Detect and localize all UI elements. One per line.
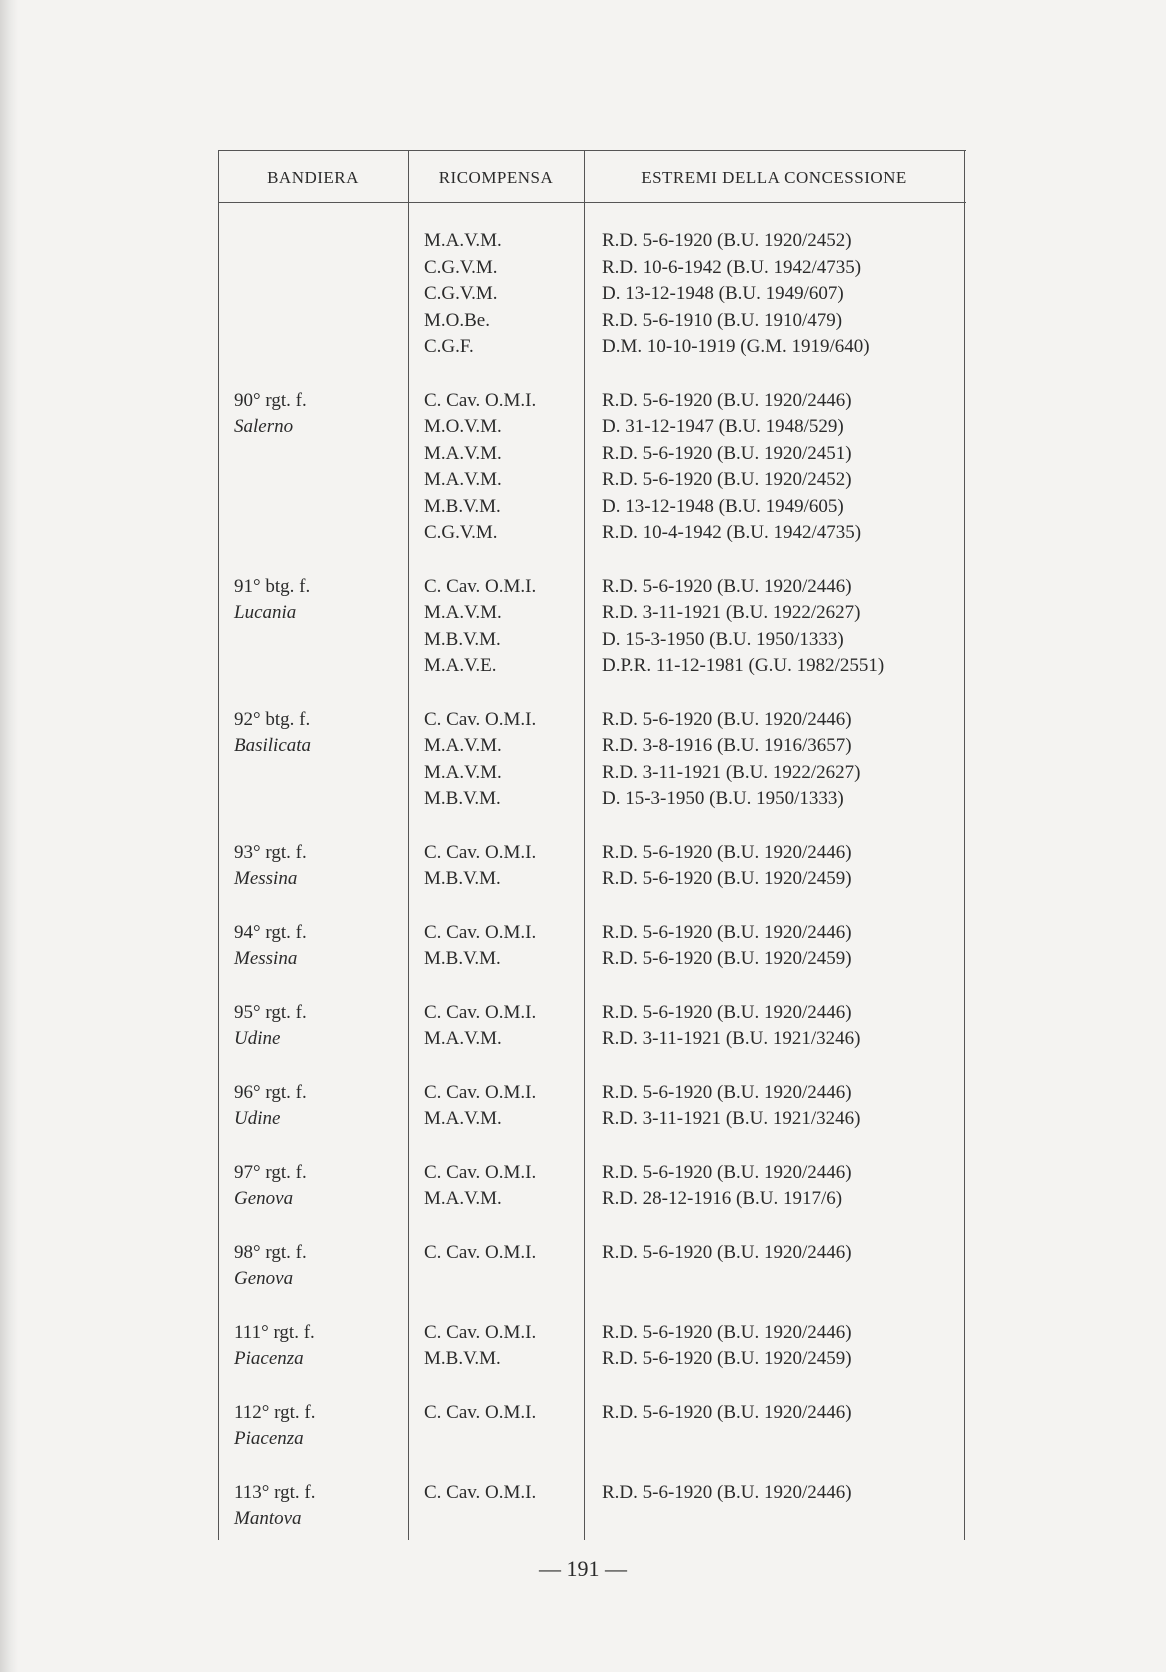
bandiera-cell: 111° rgt. f. (234, 1321, 315, 1343)
table-row (218, 866, 966, 893)
ricompensa-cell: C.G.V.M. (424, 283, 498, 304)
table-row (218, 1026, 966, 1053)
table-group (218, 1080, 966, 1133)
estremi-cell: R.D. 10-6-1942 (B.U. 1942/4735) (602, 256, 862, 278)
table-group (218, 1480, 966, 1533)
ricompensa-cell: M.A.V.M. (424, 1188, 502, 1209)
bandiera-unit-cell: Genova (234, 1188, 294, 1209)
header-bottom-rule (218, 202, 966, 203)
estremi-cell: R.D. 5-6-1920 (B.U. 1920/2459) (602, 948, 852, 969)
ricompensa-cell: C. Cav. O.M.I. (424, 708, 537, 730)
ricompensa-cell: M.A.V.M. (424, 1108, 502, 1129)
table-row (218, 653, 966, 680)
page-binding-edge (0, 0, 18, 1672)
ricompensa-cell: C. Cav. O.M.I. (424, 1321, 537, 1343)
table-row (218, 1106, 966, 1133)
estremi-cell: R.D. 5-6-1920 (B.U. 1920/2452) (602, 230, 852, 251)
estremi-cell: R.D. 3-11-1921 (B.U. 1922/2627) (602, 602, 861, 623)
ricompensa-cell: M.A.V.M. (424, 602, 502, 623)
bandiera-unit-cell: Piacenza (234, 1348, 304, 1369)
table-row (218, 414, 966, 441)
table-group (218, 228, 966, 361)
estremi-cell: R.D. 5-6-1920 (B.U. 1920/2446) (602, 1081, 852, 1103)
table-group (218, 388, 966, 547)
estremi-cell: R.D. 5-6-1920 (B.U. 1920/2446) (602, 389, 852, 411)
table-row (218, 1480, 966, 1507)
table-row (218, 1400, 966, 1427)
estremi-cell: R.D. 3-11-1921 (B.U. 1921/3246) (602, 1108, 861, 1129)
bandiera-cell: 95° rgt. f. (234, 1001, 307, 1023)
table-row (218, 733, 966, 760)
table-row (218, 388, 966, 415)
estremi-cell: R.D. 3-11-1921 (B.U. 1922/2627) (602, 761, 861, 783)
table-row (218, 1506, 966, 1533)
estremi-cell: R.D. 3-8-1916 (B.U. 1916/3657) (602, 735, 852, 756)
estremi-cell: R.D. 5-6-1920 (B.U. 1920/2446) (602, 921, 852, 943)
bandiera-unit-cell: Messina (234, 868, 298, 889)
ricompensa-cell: C.G.F. (424, 336, 474, 357)
header-ricompensa: RICOMPENSA (438, 168, 554, 187)
bandiera-unit-cell: Messina (234, 948, 298, 969)
ricompensa-cell: M.B.V.M. (424, 868, 501, 889)
bandiera-cell: 113° rgt. f. (234, 1481, 316, 1503)
table-row (218, 281, 966, 308)
ricompensa-cell: C. Cav. O.M.I. (424, 1161, 537, 1183)
bandiera-cell: 94° rgt. f. (234, 921, 307, 943)
table-row (218, 520, 966, 547)
ricompensa-cell: M.A.V.M. (424, 469, 502, 490)
table-row (218, 1266, 966, 1293)
estremi-cell: R.D. 5-6-1920 (B.U. 1920/2459) (602, 868, 852, 889)
ricompensa-cell: M.A.V.E. (424, 655, 497, 676)
bandiera-unit-cell: Basilicata (234, 735, 312, 756)
ricompensa-cell: M.B.V.M. (424, 495, 501, 517)
table-group (218, 1400, 966, 1453)
bandiera-unit-cell: Piacenza (234, 1428, 304, 1449)
ricompensa-cell: C. Cav. O.M.I. (424, 389, 537, 411)
bandiera-unit-cell: Salerno (234, 416, 294, 437)
ricompensa-cell: C. Cav. O.M.I. (424, 1401, 537, 1423)
table-row (218, 920, 966, 947)
table-group (218, 840, 966, 893)
table-row (218, 1080, 966, 1107)
table-row (218, 946, 966, 973)
ricompensa-cell: M.B.V.M. (424, 788, 501, 809)
ricompensa-cell: C.G.V.M. (424, 522, 498, 543)
estremi-cell: D. 15-3-1950 (B.U. 1950/1333) (602, 788, 844, 809)
estremi-cell: D. 13-12-1948 (B.U. 1949/607) (602, 283, 844, 304)
bandiera-cell: 91° btg. f. (234, 575, 311, 597)
ricompensa-cell: C. Cav. O.M.I. (424, 1241, 537, 1263)
bandiera-cell: 97° rgt. f. (234, 1161, 307, 1183)
table-row (218, 1160, 966, 1187)
table-row (218, 760, 966, 787)
estremi-cell: D.M. 10-10-1919 (G.M. 1919/640) (602, 336, 870, 357)
ricompensa-cell: C. Cav. O.M.I. (424, 921, 537, 943)
table-group (218, 707, 966, 813)
ricompensa-cell: C.G.V.M. (424, 256, 498, 278)
estremi-cell: R.D. 5-6-1920 (B.U. 1920/2446) (602, 1401, 852, 1423)
table-row (218, 707, 966, 734)
table-row (218, 1320, 966, 1347)
table-row (218, 600, 966, 627)
ricompensa-cell: M.B.V.M. (424, 1348, 501, 1369)
ricompensa-cell: C. Cav. O.M.I. (424, 841, 537, 863)
estremi-cell: R.D. 28-12-1916 (B.U. 1917/6) (602, 1188, 843, 1209)
table-row (218, 1186, 966, 1213)
bandiera-cell: 93° rgt. f. (234, 841, 307, 863)
table-row (218, 1240, 966, 1267)
estremi-cell: R.D. 10-4-1942 (B.U. 1942/4735) (602, 522, 862, 543)
table-row (218, 574, 966, 601)
ricompensa-cell: M.B.V.M. (424, 628, 501, 650)
bandiera-unit-cell: Lucania (234, 602, 297, 623)
table-group (218, 1000, 966, 1053)
table-row (218, 627, 966, 654)
table-row (218, 228, 966, 255)
bandiera-unit-cell: Genova (234, 1268, 294, 1289)
table-row (218, 441, 966, 468)
bandiera-unit-cell: Udine (234, 1028, 281, 1049)
table-top-rule (218, 150, 966, 151)
table-row (218, 1426, 966, 1453)
estremi-cell: R.D. 5-6-1920 (B.U. 1920/2451) (602, 442, 852, 464)
bandiera-cell: 98° rgt. f. (234, 1241, 307, 1263)
table-row (218, 1346, 966, 1373)
estremi-cell: R.D. 5-6-1920 (B.U. 1920/2446) (602, 1321, 852, 1343)
ricompensa-cell: M.O.Be. (424, 309, 490, 331)
bandiera-unit-cell: Mantova (234, 1508, 302, 1529)
bandiera-cell: 96° rgt. f. (234, 1081, 307, 1103)
estremi-cell: D.P.R. 11-12-1981 (G.U. 1982/2551) (602, 655, 885, 676)
estremi-cell: D. 15-3-1950 (B.U. 1950/1333) (602, 628, 844, 650)
estremi-cell: R.D. 5-6-1920 (B.U. 1920/2452) (602, 469, 852, 490)
ricompensa-cell: M.A.V.M. (424, 735, 502, 756)
table-row (218, 840, 966, 867)
table-body (218, 228, 966, 1560)
bandiera-unit-cell: Udine (234, 1108, 281, 1129)
ricompensa-cell: M.A.V.M. (424, 1028, 502, 1049)
estremi-cell: D. 31-12-1947 (B.U. 1948/529) (602, 416, 844, 437)
estremi-cell: R.D. 5-6-1920 (B.U. 1920/2446) (602, 1481, 852, 1503)
table-row (218, 467, 966, 494)
header-estremi: ESTREMI DELLA CONCESSIONE (641, 168, 907, 187)
ricompensa-cell: M.A.V.M. (424, 230, 502, 251)
estremi-cell: R.D. 5-6-1920 (B.U. 1920/2446) (602, 1161, 852, 1183)
page-number: — 191 — (539, 1556, 627, 1581)
ricompensa-cell: C. Cav. O.M.I. (424, 575, 537, 597)
table-row (218, 786, 966, 813)
estremi-cell: R.D. 5-6-1920 (B.U. 1920/2446) (602, 575, 852, 597)
table-group (218, 1240, 966, 1293)
ricompensa-cell: C. Cav. O.M.I. (424, 1481, 537, 1503)
ricompensa-cell: M.B.V.M. (424, 948, 501, 969)
table-group (218, 574, 966, 680)
table-group (218, 1320, 966, 1373)
estremi-cell: R.D. 5-6-1920 (B.U. 1920/2446) (602, 1241, 852, 1263)
ricompensa-cell: C. Cav. O.M.I. (424, 1081, 537, 1103)
table-group (218, 920, 966, 973)
estremi-cell: R.D. 5-6-1920 (B.U. 1920/2446) (602, 708, 852, 730)
header-bandiera: BANDIERA (267, 168, 359, 187)
estremi-cell: R.D. 5-6-1920 (B.U. 1920/2446) (602, 1001, 852, 1023)
table-group (218, 1160, 966, 1213)
bandiera-cell: 90° rgt. f. (234, 389, 307, 411)
estremi-cell: R.D. 5-6-1920 (B.U. 1920/2459) (602, 1348, 852, 1369)
table-row (218, 1000, 966, 1027)
ricompensa-cell: M.A.V.M. (424, 761, 502, 783)
table-row (218, 308, 966, 335)
ricompensa-cell: C. Cav. O.M.I. (424, 1001, 537, 1023)
ricompensa-cell: M.A.V.M. (424, 442, 502, 464)
table-row (218, 334, 966, 361)
bandiera-cell: 112° rgt. f. (234, 1401, 316, 1423)
estremi-cell: R.D. 5-6-1910 (B.U. 1910/479) (602, 309, 843, 331)
ricompensa-cell: M.O.V.M. (424, 416, 502, 437)
table-row (218, 494, 966, 521)
estremi-cell: R.D. 3-11-1921 (B.U. 1921/3246) (602, 1028, 861, 1049)
estremi-cell: R.D. 5-6-1920 (B.U. 1920/2446) (602, 841, 852, 863)
bandiera-cell: 92° btg. f. (234, 708, 311, 730)
honors-table (218, 150, 966, 1540)
estremi-cell: D. 13-12-1948 (B.U. 1949/605) (602, 495, 844, 517)
table-row (218, 255, 966, 282)
